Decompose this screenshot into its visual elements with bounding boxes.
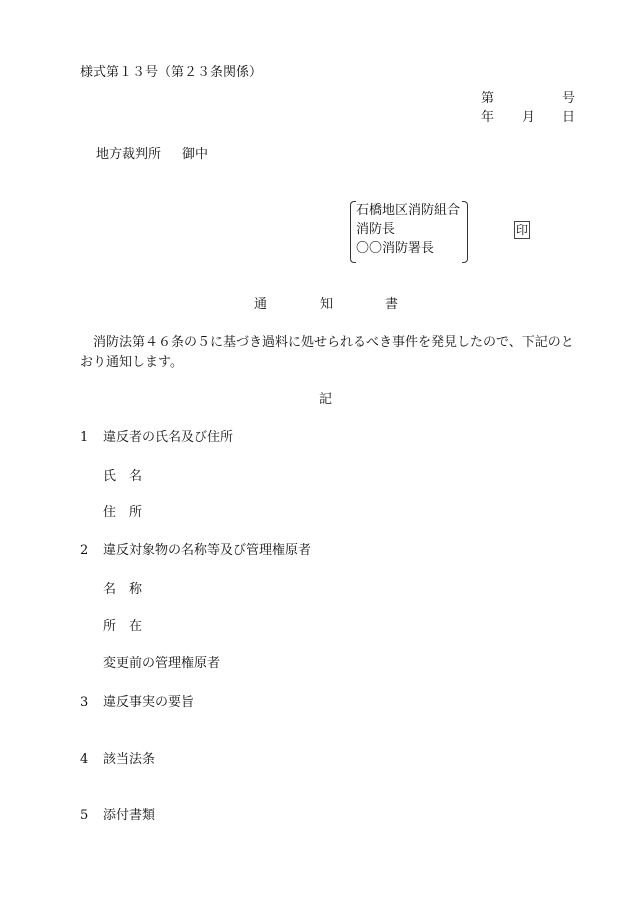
item-label-violation-summary: 違反事実の要旨	[103, 695, 195, 710]
item-number: 2	[80, 543, 89, 558]
seal-stamp: 印	[515, 223, 528, 237]
sender-station-chief: 〇〇消防署長	[356, 241, 435, 256]
form-number: 様式第１３号（第２３条関係）	[80, 65, 263, 80]
record-marker: 記	[319, 392, 333, 407]
subitem-address: 住 所	[103, 505, 143, 520]
sender-organization: 石橋地区消防組合	[356, 203, 461, 218]
item-number: 5	[80, 808, 89, 823]
sender-chief: 消防長	[356, 222, 396, 237]
document-title-char-3: 書	[385, 297, 399, 312]
document-title-char-1: 通	[254, 297, 268, 312]
notice-body-text: 消防法第４６条の５に基づき過料に処せられるべき事件を発見したので、下記のとおり通知します。	[80, 335, 574, 370]
subitem-location: 所 在	[103, 619, 143, 634]
item-label-violator: 違反者の氏名及び住所	[103, 430, 234, 445]
sender-block	[350, 201, 468, 263]
right-bracket	[462, 201, 468, 263]
item-number: 4	[80, 752, 89, 767]
subitem-previous-manager: 変更前の管理権原者	[103, 656, 221, 671]
document-title-char-2: 知	[320, 297, 334, 312]
addressee-honorific: 御中	[182, 147, 209, 162]
subitem-name: 氏 名	[103, 469, 143, 484]
item-number: 3	[80, 695, 89, 710]
item-label-applicable-law: 該当法条	[103, 752, 156, 767]
addressee-name: 地方裁判所	[96, 147, 162, 162]
item-number: 1	[80, 430, 89, 445]
document-number-label: 第	[481, 91, 495, 106]
item-label-target-object: 違反対象物の名称等及び管理権原者	[103, 543, 312, 558]
document-number-suffix: 号	[562, 91, 576, 106]
date-day-label: 日	[562, 110, 576, 125]
date-month-label: 月	[522, 110, 536, 125]
date-year-label: 年	[481, 110, 495, 125]
item-label-attachments: 添付書類	[103, 808, 156, 823]
subitem-object-name: 名 称	[103, 582, 143, 597]
